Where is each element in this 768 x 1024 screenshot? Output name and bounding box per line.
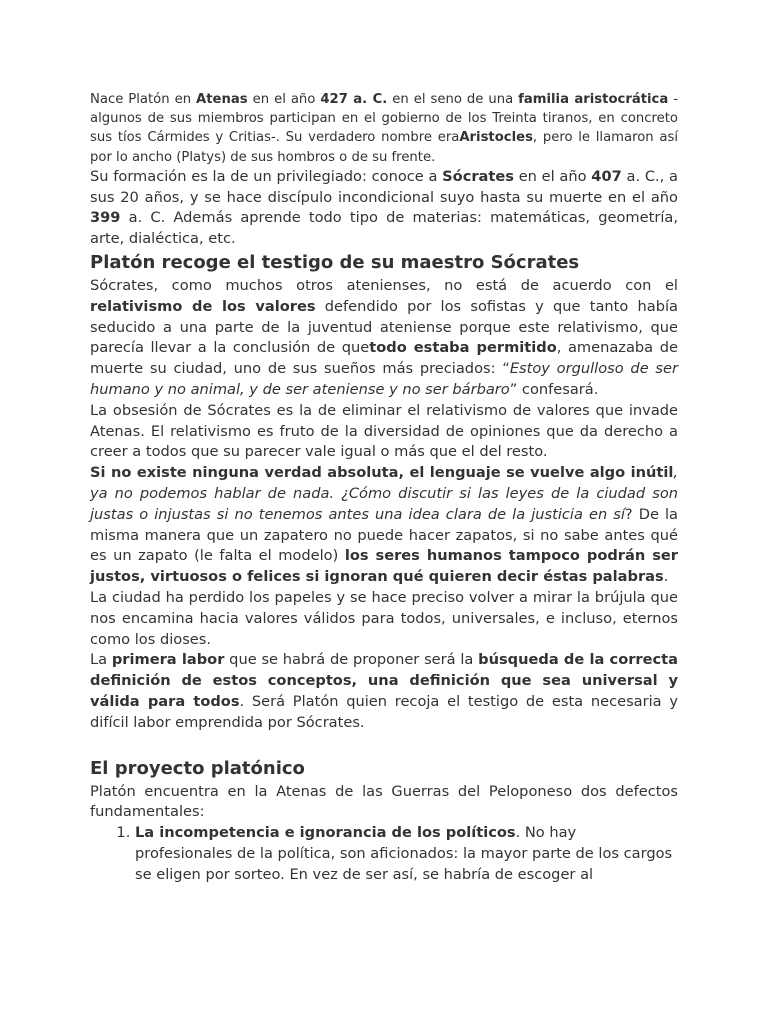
text: . (663, 568, 669, 586)
bold-text: relativismo de los valores (90, 297, 316, 315)
bold-text: 399 (90, 209, 121, 227)
text: -algunos de sus miembros participan en el gobierno de los Treinta tiranos, en concreto sus tíos Cármides y Critias-. Su verdadero nombre era (90, 92, 679, 146)
bold-text: los seres humanos tampoco podrán ser justos, virtuosos o felices si ignoran qué quieren decir éstas palabras (90, 547, 678, 586)
paragraph-absolute-truth (90, 463, 678, 588)
text: Nace Platón en (90, 92, 197, 107)
text: Sócrates, como muchos otros atenienses, no está de acuerdo con el (90, 277, 678, 294)
text: a. C. Además aprende todo tipo de materias: matemáticas, geometría, arte, dialéctica, etc. (90, 209, 678, 248)
section-heading: El proyecto platónico (90, 757, 305, 779)
bold-text: 407 (591, 167, 622, 185)
paragraph-relativism (90, 276, 678, 401)
bold-text: La incompetencia e ignorancia de los políticos (135, 824, 516, 842)
paragraph-defects-intro: Platón encuentra en la Atenas de las Guerras del Peloponeso dos defectos fundamentales: (90, 782, 678, 821)
text: en el año (513, 167, 592, 185)
bold-text: 427 a. C. (320, 92, 388, 107)
text: ” confesará. (509, 380, 599, 398)
bold-text: búsqueda de la correcta definición de estos conceptos, una definición que sea universal y válida para todos (90, 651, 679, 710)
italic-text: , ya no podemos hablar de nada. ¿Cómo discutir si las leyes de la ciudad son justas o injustas si no tenemos antes una idea clara de la justicia en sí (90, 464, 678, 523)
paragraph-obsession: La obsesión de Sócrates es la de eliminar el relativismo de valores que invade Atenas. El relativismo es fruto de la diversidad de opiniones que da derecho a creer a todos que su parecer vale igual o más que el del resto. (90, 401, 678, 461)
text: ? De la misma manera que un zapatero no puede hacer zapatos, si no sabe antes qué es un zapato (le falta el modelo) (90, 505, 679, 565)
text: . Será Platón quien recoja el testigo de esta necesaria y difícil labor emprendida por Sócrates. (90, 692, 678, 731)
bold-text: todo estaba permitido (369, 339, 557, 357)
text: . No hay profesionales de la política, son aficionados: la mayor parte de los cargos se eligen por sorteo. En vez de ser así, se habría de escoger al (135, 824, 673, 883)
bold-text: primera labor (111, 651, 225, 669)
paragraph-compass: La ciudad ha perdido los papeles y se hace preciso volver a mirar la brújula que nos encamina hacia valores válidos para todos, universales, e incluso, eternos como los dioses. (90, 588, 678, 648)
text: , amenazaba de muerte su ciudad, uno de sus sueños más preciados: “ (90, 339, 678, 378)
text: que se habrá de proponer será la (224, 651, 479, 669)
paragraph-first-task (90, 650, 678, 733)
text: defendido por los sofistas y que tanto había seducido a una parte de la juventud ateniense porque este relativismo, que parecía llevar a la conclusión de que (90, 297, 678, 357)
italic-quote: Estoy orgulloso de ser humano y no animal, y de ser ateniense y no ser bárbaro (90, 360, 678, 398)
text: , pero le llamaron así por lo ancho (Platys) de sus hombros o de su frente. (90, 130, 678, 165)
text: en el año (247, 92, 321, 107)
defects-list (90, 823, 678, 885)
document-page (90, 90, 678, 886)
bold-text: Aristocles (459, 130, 533, 146)
paragraph-birth (90, 90, 678, 167)
text: La (90, 651, 112, 669)
text: en el seno de una (387, 92, 519, 107)
paragraph-education (90, 167, 678, 250)
section-heading: Platón recoge el testigo de su maestro Sócrates (90, 252, 580, 273)
bold-text: Si no existe ninguna verdad absoluta, el lenguaje se vuelve algo inútil (90, 464, 674, 482)
text: a. C., a sus 20 años, y se hace discípulo incondicional suyo hasta su muerte en el año (90, 167, 678, 206)
bold-text: familia aristocrática (518, 92, 669, 107)
text: Su formación es la de un privilegiado: conoce a (90, 167, 443, 185)
list-item (135, 823, 678, 885)
bold-text: Sócrates (442, 167, 514, 185)
bold-text: Atenas (196, 92, 248, 107)
